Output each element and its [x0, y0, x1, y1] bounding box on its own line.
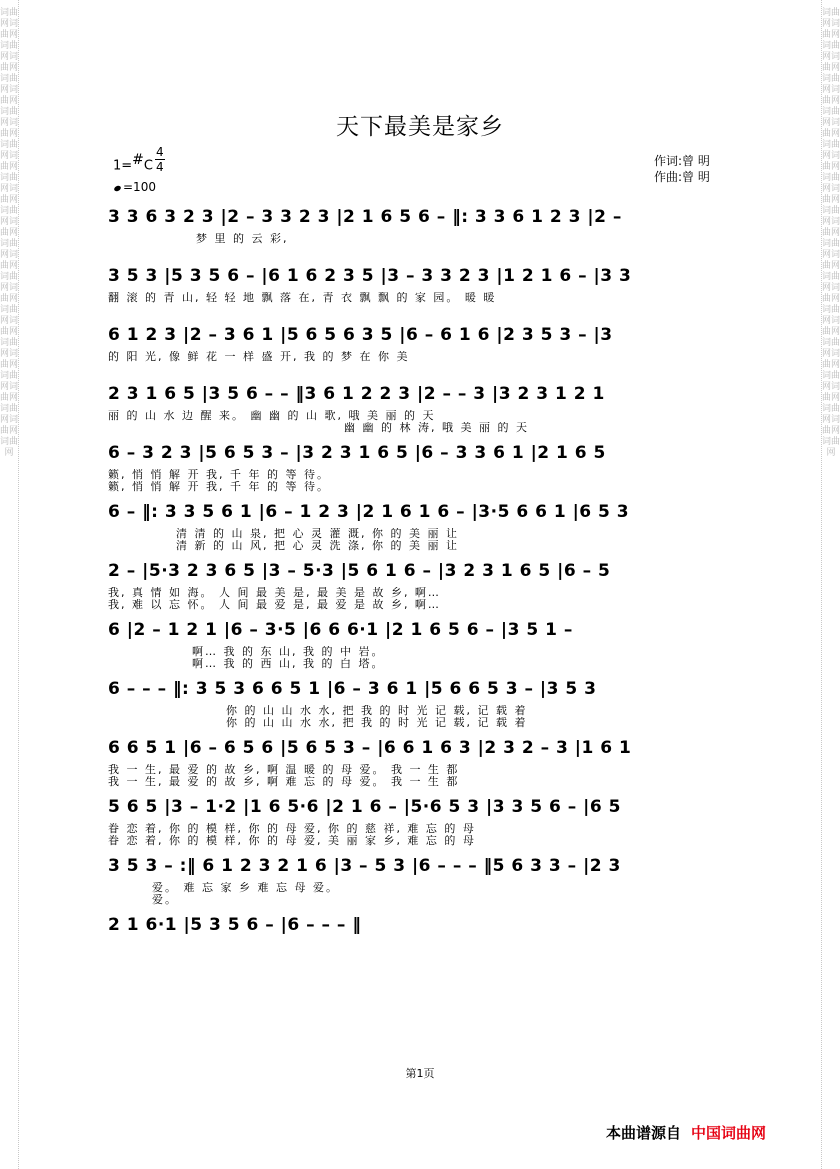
credits [654, 153, 710, 185]
page-number: 第1页 [405, 1067, 435, 1080]
lyrics-line-1: 爱。 难 忘 家 乡 难 忘 母 爱。 [152, 882, 339, 894]
lyrics-line-2: 籁, 悄 悄 解 开 我, 千 年 的 等 待。 [108, 481, 330, 493]
song-title: 天下最美是家乡 [336, 114, 504, 140]
lyrics-line-1: 籁, 悄 悄 解 开 我, 千 年 的 等 待。 [108, 469, 330, 481]
score-system-11 [108, 788, 758, 847]
score-system-7 [108, 552, 758, 611]
lyrics-line-1: 我, 真 情 如 海。 人 间 最 美 是, 最 美 是 故 乡, 啊… [108, 587, 441, 599]
score-system-10 [108, 729, 758, 788]
time-signature-bottom: 4 [156, 160, 164, 174]
watermark-right: 词曲网词曲网词曲网词曲网词曲网词曲网词曲网词曲网词曲网词曲网词曲网词曲网词曲网词曲网词曲网词曲网词曲网词曲网词曲网词曲网词曲网词曲网词曲网词曲网词曲网词曲网词曲网 [822, 8, 840, 458]
source-label: 本曲谱源自 [606, 1124, 682, 1142]
notes-line: 6 |2 – 1 2 1 |6 – 3·5 |6 6 6·1 |2 1 6 5 6 – |3 5 1 – [108, 620, 573, 640]
composer-credit: 作曲:曾 明 [654, 170, 710, 184]
score-system-3 [108, 316, 758, 375]
score-system-1 [108, 198, 758, 257]
time-signature-top: 4 [156, 145, 164, 159]
lyricist-credit: 作词:曾 明 [654, 154, 710, 168]
notes-line: 2 3 1 6 5 |3 5 6 – – ‖3 6 1 2 2 3 |2 – – 3 |3 2 3 1 2 1 [108, 384, 605, 404]
score-system-4 [108, 375, 758, 434]
lyrics-line-2: 眷 恋 着, 你 的 模 样, 你 的 母 爱, 美 丽 家 乡, 难 忘 的 母 [108, 835, 476, 847]
lyrics-line-2: 啊… 我 的 西 山, 我 的 白 塔。 [192, 658, 385, 670]
quarter-note-icon [113, 185, 121, 192]
lyrics-line-1: 翻 滚 的 青 山, 轻 轻 地 飘 落 在, 青 衣 飘 飘 的 家 园。 暖 暖 [108, 292, 497, 304]
lyrics-line-1: 眷 恋 着, 你 的 模 样, 你 的 母 爱, 你 的 慈 祥, 难 忘 的 母 [108, 823, 476, 835]
notes-line: 6 – ‖: 3 3 5 6 1 |6 – 1 2 3 |2 1 6 1 6 – |3·5 6 6 1 |6 5 3 [108, 502, 630, 522]
tempo-marking [114, 180, 156, 194]
score [108, 198, 758, 965]
time-signature [155, 145, 165, 174]
lyrics-line-2: 幽 幽 的 林 涛, 哦 美 丽 的 天 [344, 422, 529, 434]
lyrics-line-2: 我, 难 以 忘 怀。 人 间 最 爱 是, 最 爱 是 故 乡, 啊… [108, 599, 441, 611]
key-note: C [143, 158, 153, 174]
source-brand-link[interactable]: 中国词曲网 [691, 1124, 767, 1142]
score-system-9 [108, 670, 758, 729]
watermark-left: 词曲网词曲网词曲网词曲网词曲网词曲网词曲网词曲网词曲网词曲网词曲网词曲网词曲网词曲网词曲网词曲网词曲网词曲网词曲网词曲网词曲网词曲网词曲网词曲网词曲网词曲网词曲网 [0, 8, 19, 458]
notes-line: 3 3 6 3 2 3 |2 – 3 3 2 3 |2 1 6 5 6 – ‖: 3 3 6 1 2 3 |2 – [108, 207, 622, 227]
tempo-value: =100 [123, 180, 156, 194]
lyrics-line-2: 我 一 生, 最 爱 的 故 乡, 啊 难 忘 的 母 爱。 我 一 生 都 [108, 776, 460, 788]
notes-line: 3 5 3 |5 3 5 6 – |6 1 6 2 3 5 |3 – 3 3 2 3 |1 2 1 6 – |3 3 [108, 266, 632, 286]
lyrics-line-1: 你 的 山 山 水 水, 把 我 的 时 光 记 载, 记 载 着 [226, 705, 528, 717]
notes-line: 6 1 2 3 |2 – 3 6 1 |5 6 5 6 3 5 |6 – 6 1 6 |2 3 5 3 – |3 [108, 325, 613, 345]
lyrics-line-1: 丽 的 山 水 边 醒 来。 幽 幽 的 山 歌, 哦 美 丽 的 天 [108, 410, 436, 422]
notes-line: 6 – – – ‖: 3 5 3 6 6 5 1 |6 – 3 6 1 |5 6 6 5 3 – |3 5 3 [108, 679, 597, 699]
notes-line: 6 – 3 2 3 |5 6 5 3 – |3 2 3 1 6 5 |6 – 3 3 6 1 |2 1 6 5 [108, 443, 606, 463]
lyrics-line-1: 我 一 生, 最 爱 的 故 乡, 啊 温 暖 的 母 爱。 我 一 生 都 [108, 764, 460, 776]
key-prefix: 1= [113, 158, 133, 174]
key-sharp: # [132, 152, 144, 168]
notes-line: 2 1 6·1 |5 3 5 6 – |6 – – – ‖ [108, 915, 362, 935]
lyrics-line-2: 爱。 [152, 894, 178, 906]
score-system-8 [108, 611, 758, 670]
notes-line: 5 6 5 |3 – 1·2 |1 6 5·6 |2 1 6 – |5·6 5 3 |3 3 5 6 – |6 5 [108, 797, 621, 817]
key-signature [113, 152, 153, 173]
score-system-6 [108, 493, 758, 552]
notes-line: 2 – |5·3 2 3 6 5 |3 – 5·3 |5 6 1 6 – |3 2 3 1 6 5 |6 – 5 [108, 561, 611, 581]
score-system-12 [108, 847, 758, 906]
lyrics-line-1: 梦 里 的 云 彩, [196, 233, 289, 245]
lyrics-line-2: 你 的 山 山 水 水, 把 我 的 时 光 记 载, 记 载 着 [226, 717, 528, 729]
score-system-2 [108, 257, 758, 316]
source-credit [606, 1122, 766, 1143]
score-system-5 [108, 434, 758, 493]
lyrics-line-1: 的 阳 光, 像 鲜 花 一 样 盛 开, 我 的 梦 在 你 美 [108, 351, 410, 363]
score-system-13 [108, 906, 758, 965]
lyrics-line-1: 啊… 我 的 东 山, 我 的 中 岩。 [192, 646, 385, 658]
notes-line: 6 6 5 1 |6 – 6 5 6 |5 6 5 3 – |6 6 1 6 3 |2 3 2 – 3 |1 6 1 [108, 738, 632, 758]
notes-line: 3 5 3 – :‖ 6 1 2 3 2 1 6 |3 – 5 3 |6 – – – ‖5 6 3 3 – |2 3 [108, 856, 621, 876]
lyrics-line-2: 清 新 的 山 风, 把 心 灵 洗 涤, 你 的 美 丽 让 [176, 540, 459, 552]
lyrics-line-1: 清 清 的 山 泉, 把 心 灵 灌 溉, 你 的 美 丽 让 [176, 528, 459, 540]
